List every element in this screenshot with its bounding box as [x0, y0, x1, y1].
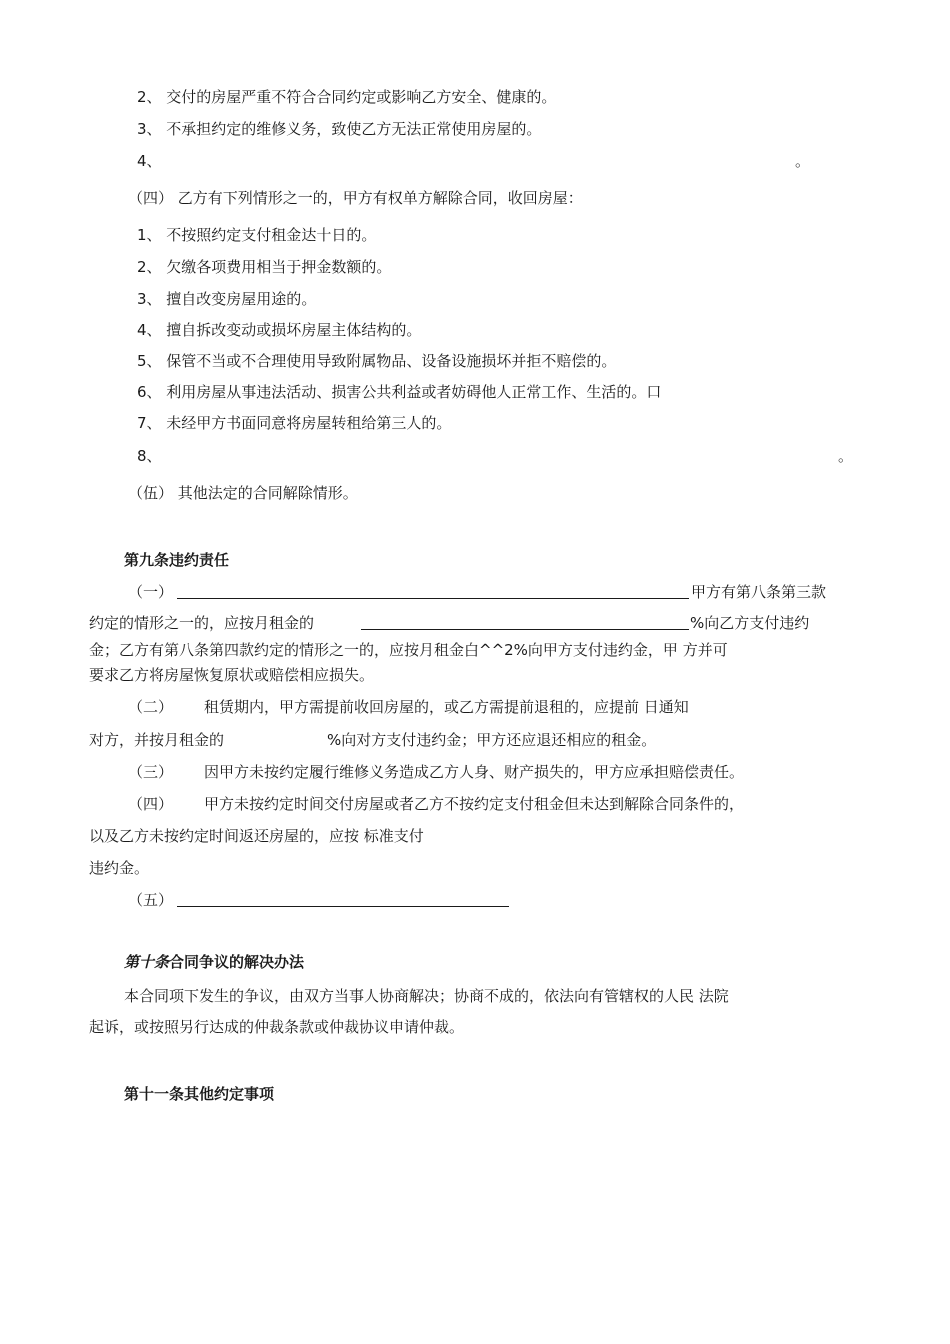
article-9-p1-text: 甲方有第八条第三款: [691, 583, 827, 601]
article-11-title: 第十一条其他约定事项: [124, 1085, 275, 1103]
article-9-p4-text: 甲方未按约定时间交付房屋或者乙方不按约定支付租金但未达到解除合同条件的，: [204, 795, 745, 813]
article-9-p2-line2-b: %向对方支付违约金；甲方还应退还相应的租金。: [327, 731, 657, 749]
article-9-p1-line3: 金；乙方有第八条第四款约定的情形之一的，应按月租金白^^2%向甲方支付违约金，甲 方并可: [89, 641, 728, 659]
blank-line: [177, 891, 509, 907]
article-9-p4-line3: 违约金。: [89, 859, 150, 877]
clause-8-4-item-3: 3、 擅自改变房屋用途的。: [137, 290, 317, 308]
clause-8-3-item-4-number: 4、: [137, 152, 162, 170]
article-10-number: 第十条: [124, 953, 170, 971]
clause-8-4-heading: （四） 乙方有下列情形之一的，甲方有权单方解除合同，收回房屋：: [128, 189, 583, 207]
article-9-p5-number: （五）: [128, 891, 174, 909]
blank-line: [361, 614, 689, 630]
clause-8-3-item-3: 3、 不承担约定的维修义务，致使乙方无法正常使用房屋的。: [137, 120, 542, 138]
article-9-p1-line4: 要求乙方将房屋恢复原状或赔偿相应损失。: [89, 666, 375, 684]
clause-8-4-item-4: 4、 擅自拆改变动或损坏房屋主体结构的。: [137, 321, 422, 339]
clause-8-4-item-8-end: 。: [838, 447, 854, 465]
article-9-p4-number: （四）: [128, 795, 174, 813]
article-9-p2-number: （二）: [128, 698, 174, 716]
article-9-p1-number: （一）: [128, 583, 174, 601]
clause-8-5: （伍） 其他法定的合同解除情形。: [128, 484, 358, 502]
article-9-p3-number: （三）: [128, 763, 174, 781]
article-9-p2-text: 租赁期内，甲方需提前收回房屋的，或乙方需提前退租的，应提前 日通知: [204, 698, 689, 716]
clause-8-4-item-8-number: 8、: [137, 447, 162, 465]
article-10-p1: 本合同项下发生的争议，由双方当事人协商解决；协商不成的，依法向有管辖权的人民 法院: [124, 987, 729, 1005]
article-10-heading: 合同争议的解决办法: [169, 953, 305, 971]
clause-8-3-item-4-end: 。: [795, 152, 811, 170]
clause-8-3-item-2: 2、 交付的房屋严重不符合合同约定或影响乙方安全、健康的。: [137, 88, 557, 106]
article-9-p3-text: 因甲方未按约定履行维修义务造成乙方人身、财产损失的，甲方应承担赔偿责任。: [204, 763, 745, 781]
article-9-p4-line2: 以及乙方未按约定时间返还房屋的，应按 标准支付: [89, 827, 424, 845]
article-10-p2: 起诉，或按照另行达成的仲裁条款或仲裁协议申请仲裁。: [89, 1018, 465, 1036]
article-9-p1-line2-b: %向乙方支付违约: [690, 614, 810, 632]
blank-line: [177, 583, 689, 599]
clause-8-4-item-7: 7、 未经甲方书面同意将房屋转租给第三人的。: [137, 414, 452, 432]
clause-8-4-item-6: 6、 利用房屋从事违法活动、损害公共利益或者妨碍他人正常工作、生活的。口: [137, 383, 662, 401]
clause-8-4-item-1: 1、 不按照约定支付租金达十日的。: [137, 226, 377, 244]
clause-8-4-item-5: 5、 保管不当或不合理使用导致附属物品、设备设施损坏并拒不赔偿的。: [137, 352, 617, 370]
article-10-title: [124, 952, 304, 972]
article-9-p2-line2-a: 对方，并按月租金的: [89, 731, 225, 749]
article-9-p1-line2-a: 约定的情形之一的，应按月租金的: [89, 614, 315, 632]
article-9-title: 第九条违约责任: [124, 551, 230, 569]
clause-8-4-item-2: 2、 欠缴各项费用相当于押金数额的。: [137, 258, 392, 276]
